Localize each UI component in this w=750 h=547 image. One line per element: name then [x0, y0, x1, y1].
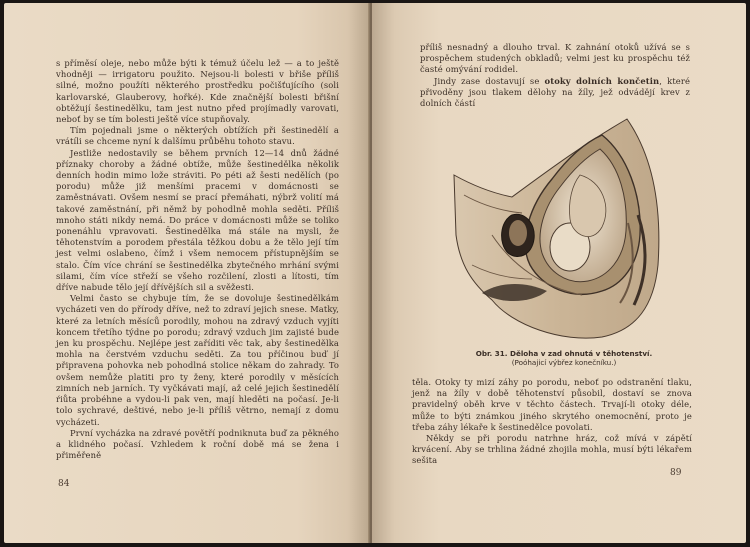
left-page — [4, 3, 370, 543]
left-page-text — [56, 58, 339, 461]
right-page-top-text — [420, 42, 690, 109]
book-spread — [4, 3, 746, 543]
right-page — [372, 3, 746, 543]
uterus-illustration — [452, 115, 664, 345]
right-page-number: 89 — [670, 468, 682, 478]
caption-subtitle: (Poóhajicí výbřez konečníku.) — [511, 358, 617, 367]
text-run: příliš nesnadný a dlouho trval. K zahnání otoků užívá se s prospěchem studených obkladů; velmi jest ku prospěchu též časté omývání rodidel. — [420, 42, 690, 75]
paragraph-2: Tím pojednali jsme o některých obtížích při šestinedělí a vrátíli se chceme nyní k dalšímu průběhu tohoto stavu. — [56, 125, 339, 147]
paragraph-1: s příměsí oleje, nebo může býti k témuž účelu lež — a to ještě vhodněji — irrigatoru použito. Nejsou-li bolesti v břiše příliš silné, možno použíti některého prostředku počišťujícího (soli karlovarské, Glauberovy, hořké). Kde značnější bolesti břišní obtěžují šestinedělku, tam jest nutno před projímadly varovati, neboť by se tím bolesti ještě více stupňovaly. — [56, 58, 339, 125]
paragraph-4: Někdy se při porodu natrhne hráz, což mívá v zápětí krvácení. Aby se trhlina žádné zhojila mohla, musí býti lékařem sešita — [412, 433, 692, 466]
right-page-bottom-text — [412, 377, 692, 467]
bold-term: otoky dolních končetin — [544, 75, 660, 86]
paragraph-1 — [420, 42, 690, 76]
paragraph-3: Jestliže nedostavily se během prvních 12—14 dnů žádné příznaky choroby a žádné obtíže, může šestinedělka několik denních hodin mimo lože stráviti. Po péti až šesti nedělích (po porodu) může již menšími pracemi v domácnosti se zaměstnávati. Ovšem nesmí se prací přemáhati, nýbrž volití má takové zaměstnání, při němž by pohodlně mohla seděti. Příliš mnoho státi nikdy nemá. Do práce v domácnosti může se toliko ponenáhlu vpravovati. Šestinedělka má stále na mysli, že těhotenstvím a porodem přestála těžkou dobu a že tělo její tím jest velmi oslabeno, čímž i všem nemocem přístupnějším se stalo. Čím více chrání se šestinedělka zbytečného mrhání svými silami, čím více střeží se všeho rozčilení, zlosti a lítosti, tím dříve nabude tělo její dřívějších sil a svěžesti. — [56, 147, 339, 293]
text-run: Jindy zase dostavují se — [434, 75, 545, 86]
paragraph-4: Velmi často se chybuje tím, že se dovoluje šestinedělkám vycházeti ven do přírody dříve, než to zdraví jejich snese. Matky, které za letních měsíců porodily, mohou na zdravý vzduch vyjíti koncem třetího týdne po porodu; zdravý vzduch jim zajisté bude jen ku prospěchu. Nejlépe jest zaříditi věc tak, aby šestinedělka mohla na čerstvém vzduchu seděti. Za tou příčinou buď jí připravena pohovka neb pohodlná stolice někam do zahrady. To ovšem nemůže platiti pro ty ženy, které porodily v měsících zimních neb jarních. Ty vyčkávati mají, až celé jejich šestinedělí ŕiůta probéhne a vydou-li pak ven, mají hleděti na počasí. Je-li tolo sychravé, deštivé, nebo je-li příliš větrno, nemají z domu vycházeti. — [56, 293, 339, 427]
paragraph-2 — [420, 76, 690, 110]
caption-title: Obr. 31. Děloha v zad ohnutá v těhotenství. — [475, 349, 653, 358]
left-page-number: 84 — [58, 479, 70, 489]
figure-caption — [454, 349, 674, 367]
text-run: , které přivoděny jsou tlakem dělohy na žíly, jež odvádějí krev z dolních částí — [420, 75, 690, 109]
paragraph-3: těla. Otoky ty mizí záhy po porodu, neboť po odstranění tlaku, jenž na žíly v době těhotenství působil, dostaví se znova pravidelný oběh krve v těchto částech. Trvají-li otoky déle, může to býti známkou jiného skrytého onemocnění, proto je třeba záhy lékaře k šestinedělce povolati. — [412, 377, 692, 432]
paragraph-5: První vycházka na zdravé povětří podniknuta buď za pěkného a klidného počasí. Vzhledem k roční době má se žena i přiměřeně — [56, 427, 339, 461]
